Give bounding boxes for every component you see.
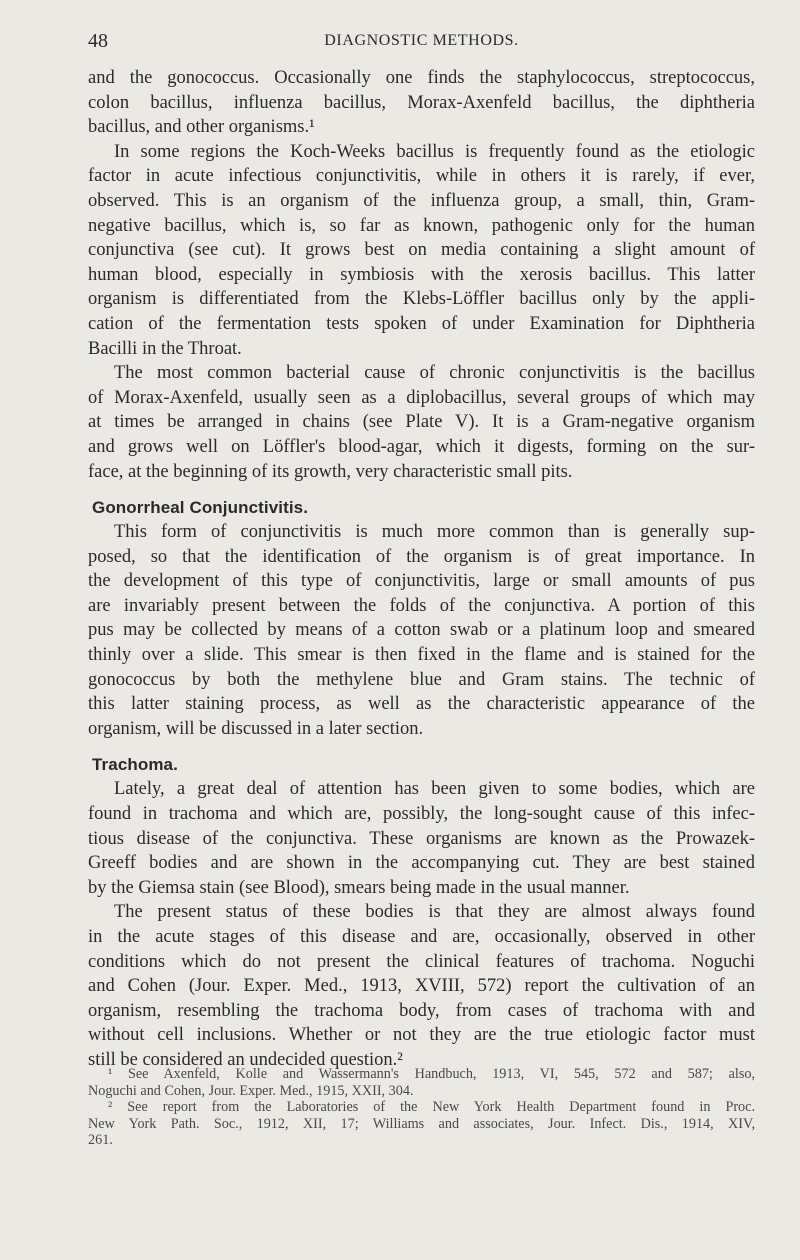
text-line: in the acute stages of this disease and are, occasionally, observed in other <box>88 927 755 947</box>
text-line: organism, resembling the trachoma body, from cases of trachoma with and <box>88 1000 755 1021</box>
text-line: pus may be collected by means of a cotton swab or a platinum loop and smeared <box>88 620 755 641</box>
text-line: of Morax-Axenfeld, usually seen as a diplobacillus, several groups of which may <box>88 387 755 408</box>
paragraph <box>88 66 755 140</box>
text-line: The present status of these bodies is that they are almost always found <box>114 902 755 923</box>
text-line: posed, so that the identification of the organism is of great importance. In <box>88 546 755 567</box>
body-text <box>88 66 755 1073</box>
text-line: factor in acute infectious conjunctivitis, while in others it is rarely, if ever, <box>88 166 755 187</box>
text-line: by the Giemsa stain (see Blood), smears being made in the usual manner. <box>88 877 630 898</box>
text-line: the development of this type of conjunctivitis, large or small amounts of pus <box>88 571 755 592</box>
text-line: This form of conjunctivitis is much more common than is generally sup- <box>114 522 755 543</box>
section-heading: Trachoma. <box>92 755 178 775</box>
text-line: Bacilli in the Throat. <box>88 338 242 359</box>
text-line: and Cohen (Jour. Exper. Med., 1913, XVIII, 572) report the cultivation of an <box>88 976 755 997</box>
text-line: observed. This is an organism of the influenza group, a small, thin, Gram- <box>88 190 755 211</box>
text-line: gonococcus by both the methylene blue and Gram stains. The technic of <box>88 669 755 690</box>
footnote-line: ² See report from the Laboratories of the New York Health Department found in Proc. <box>108 1099 755 1116</box>
text-line: human blood, especially in symbiosis with the xerosis bacillus. This latter <box>88 264 755 285</box>
text-line: still be considered an undecided question.² <box>88 1049 403 1070</box>
footnote-line: 261. <box>88 1132 113 1149</box>
text-line: Lately, a great deal of attention has been given to some bodies, which are <box>114 779 755 800</box>
text-line: Greeff bodies and are shown in the accompanying cut. They are best stained <box>88 853 755 874</box>
text-line: this latter staining process, as well as the characteristic appearance of the <box>88 694 755 715</box>
text-line: colon bacillus, influenza bacillus, Morax-Axenfeld bacillus, the diphtheria <box>88 92 755 113</box>
footnote-line: New York Path. Soc., 1912, XII, 17; Williams and associates, Jour. Infect. Dis., 1914, XIV, <box>88 1115 755 1132</box>
text-line: organism, will be discussed in a later section. <box>88 718 424 739</box>
paragraph <box>88 520 755 741</box>
text-line: without cell inclusions. Whether or not they are the true etiologic factor must <box>88 1025 755 1046</box>
page-number: 48 <box>88 30 108 52</box>
text-line: thinly over a slide. This smear is then fixed in the flame and is stained for the <box>88 645 755 666</box>
text-line: tious disease of the conjunctiva. These organisms are known as the Prowazek- <box>88 828 755 849</box>
paragraph <box>88 777 755 900</box>
running-title: DIAGNOSTIC METHODS. <box>324 32 519 49</box>
text-line: are invariably present between the folds of the conjunctiva. A portion of this <box>88 595 755 616</box>
text-line: negative bacillus, which is, so far as known, pathogenic only for the human <box>88 215 755 236</box>
paragraph <box>88 900 755 1072</box>
text-line: and grows well on Löffler's blood-agar, which it digests, forming on the sur- <box>88 436 755 457</box>
text-line: In some regions the Koch-Weeks bacillus is frequently found as the etiologic <box>114 141 755 162</box>
footnote <box>88 1066 755 1099</box>
text-line: cation of the fermentation tests spoken of under Examination for Diphtheria <box>88 313 755 334</box>
paragraph <box>88 361 755 484</box>
footnotes <box>88 1066 755 1149</box>
text-line: conjunctiva (see cut). It grows best on media containing a slight amount of <box>88 240 755 261</box>
page-header <box>88 30 755 56</box>
text-line: found in trachoma and which are, possibly, the long-sought cause of this infec- <box>88 804 755 825</box>
text-line: organism is differentiated from the Klebs-Löffler bacillus only by the appli- <box>88 289 755 310</box>
text-line: bacillus, and other organisms.¹ <box>88 117 315 138</box>
text-line: conditions which do not present the clinical features of trachoma. Noguchi <box>88 951 755 972</box>
text-line: at times be arranged in chains (see Plate V). It is a Gram-negative organism <box>88 412 755 433</box>
section-heading: Gonorrheal Conjunctivitis. <box>92 498 309 518</box>
text-line: face, at the beginning of its growth, very characteristic small pits. <box>88 461 573 482</box>
footnote <box>88 1099 755 1149</box>
footnote-line: Noguchi and Cohen, Jour. Exper. Med., 1915, XXII, 304. <box>88 1082 414 1099</box>
footnote-line: ¹ See Axenfeld, Kolle and Wassermann's Handbuch, 1913, VI, 545, 572 and 587; also, <box>108 1066 755 1082</box>
paragraph <box>88 140 755 361</box>
text-line: and the gonococcus. Occasionally one finds the staphylococcus, streptococcus, <box>88 68 755 88</box>
text-line: The most common bacterial cause of chronic conjunctivitis is the bacillus <box>114 363 755 384</box>
